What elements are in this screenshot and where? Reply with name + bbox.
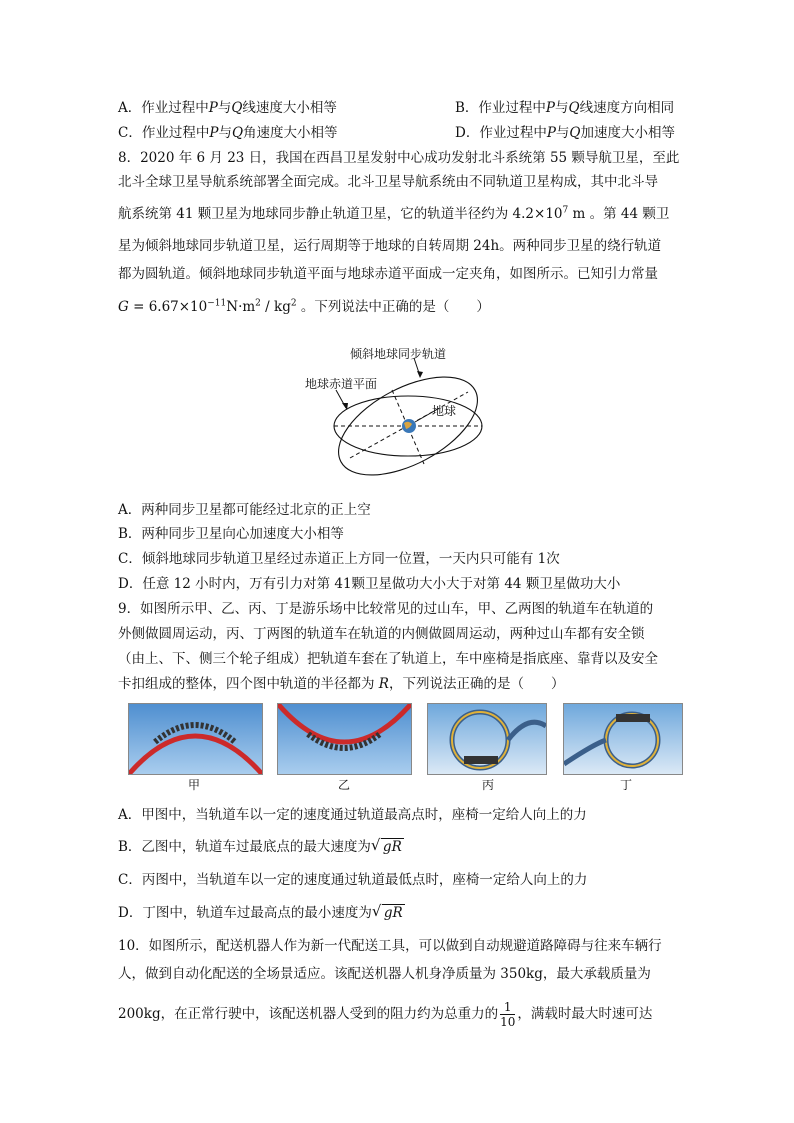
q8-option-b: B．两种同步卫星向心加速度大小相等 xyxy=(118,526,344,542)
q8-stem-line2: 北斗全球卫星导航系统部署全面完成。北斗卫星导航系统由不同轨道卫星构成，其中北斗导 xyxy=(118,174,658,190)
photo-yi xyxy=(277,703,412,775)
q9-stem-line3: （由上、下、侧三个轮子组成）把轨道车套在了轨道上，车中座椅是指底座、靠背以及安全 xyxy=(118,651,658,667)
photo-ding xyxy=(563,703,683,775)
photo-bing xyxy=(427,703,547,775)
q8-option-d: D．任意 12 小时内，万有引力对第 41颗卫星做功大小大于对第 44 颗卫星做功大小 xyxy=(118,576,621,592)
q8-stem-line6: $G = 6.67\times 10^{-11}N\cdot m^2 / kg^2$ 。下列说法中正确的是（ ） xyxy=(118,298,490,315)
q8-stem-line3: 航系统第 41 颗卫星为地球同步静止轨道卫星，它的轨道半径约为 $4.2\times 10^7$ m 。第 44 颗卫 xyxy=(118,205,670,222)
q10-stem-line1: 10．如图所示，配送机器人作为新一代配送工具，可以做到自动规避道路障碍与往来车辆行 xyxy=(118,938,662,954)
fraction-one-tenth: $\frac{1}{10}$ xyxy=(500,1000,516,1029)
q7-option-b: B．作业过程中P与Q线速度方向相同 xyxy=(455,100,675,116)
caption-jia: 甲 xyxy=(188,778,201,792)
q8-stem-line1: 8．2020 年 6 月 23 日，我国在西昌卫星发射中心成功发射北斗系统第 55 颗导航卫星，至此 xyxy=(118,150,680,166)
q9-option-a: A．甲图中，当轨道车以一定的速度通过轨道最高点时，座椅一定给人向上的力 xyxy=(118,807,587,823)
q8-stem-line4: 星为倾斜地球同步轨道卫星，运行周期等于地球的自转周期 24h。两种同步卫星的绕行轨道 xyxy=(118,238,662,254)
q8-option-a: A．两种同步卫星都可能经过北京的正上空 xyxy=(118,502,371,518)
caption-yi: 乙 xyxy=(338,778,351,792)
sqrt-gR-2: √ gR xyxy=(371,902,403,921)
q9-stem-line2: 外侧做圆周运动，丙、丁两图的轨道车在轨道的内侧做圆周运动，两种过山车都有安全锁 xyxy=(118,626,645,642)
caption-ding: 丁 xyxy=(620,778,633,792)
q8-option-c: C．倾斜地球同步轨道卫星经过赤道正上方同一位置，一天内只可能有 1次 xyxy=(118,551,560,567)
q9-stem-line1: 9．如图所示甲、乙、丙、丁是游乐场中比较常见的过山车，甲、乙两图的轨道车在轨道的 xyxy=(118,601,654,617)
q9-option-c: C．丙图中，当轨道车以一定的速度通过轨道最低点时，座椅一定给人向上的力 xyxy=(118,872,588,888)
q10-stem-line2: 人，做到自动化配送的全场景适应。该配送机器人机身净质量为 350kg，最大承载质量为 xyxy=(118,966,651,982)
q8-stem-line5: 都为圆轨道。倾斜地球同步轨道平面与地球赤道平面成一定夹角，如图所示。已知引力常量 xyxy=(118,266,658,282)
q10-stem-line3: 200kg，在正常行驶中，该配送机器人受到的阻力约为总重力的 $\frac{1}{10}$ ，满载时最大时速可达 xyxy=(118,1000,653,1029)
q7-option-c: C．作业过程中P与Q角速度大小相等 xyxy=(118,125,338,141)
caption-bing: 丙 xyxy=(482,778,495,792)
fig-label-earth: 地球 xyxy=(432,404,457,418)
fig-label-tilted-orbit: 倾斜地球同步轨道 xyxy=(350,347,447,361)
fig-label-equator-plane: 地球赤道平面 xyxy=(305,377,378,391)
q9-stem-line4: 卡扣组成的整体，四个图中轨道的半径都为 R，下列说法正确的是（ ） xyxy=(118,676,565,692)
q9-option-b: B．乙图中，轨道车过最底点的最大速度为 √ gR xyxy=(118,836,402,855)
q7-option-a: A．作业过程中P与Q线速度大小相等 xyxy=(118,100,337,116)
sqrt-gR: √ gR xyxy=(370,836,402,855)
q9-option-d: D．丁图中，轨道车过最高点的最小速度为 √ gR xyxy=(118,902,403,921)
photo-jia xyxy=(128,703,263,775)
q7-option-d: D．作业过程中P与Q加速度大小相等 xyxy=(455,125,675,141)
